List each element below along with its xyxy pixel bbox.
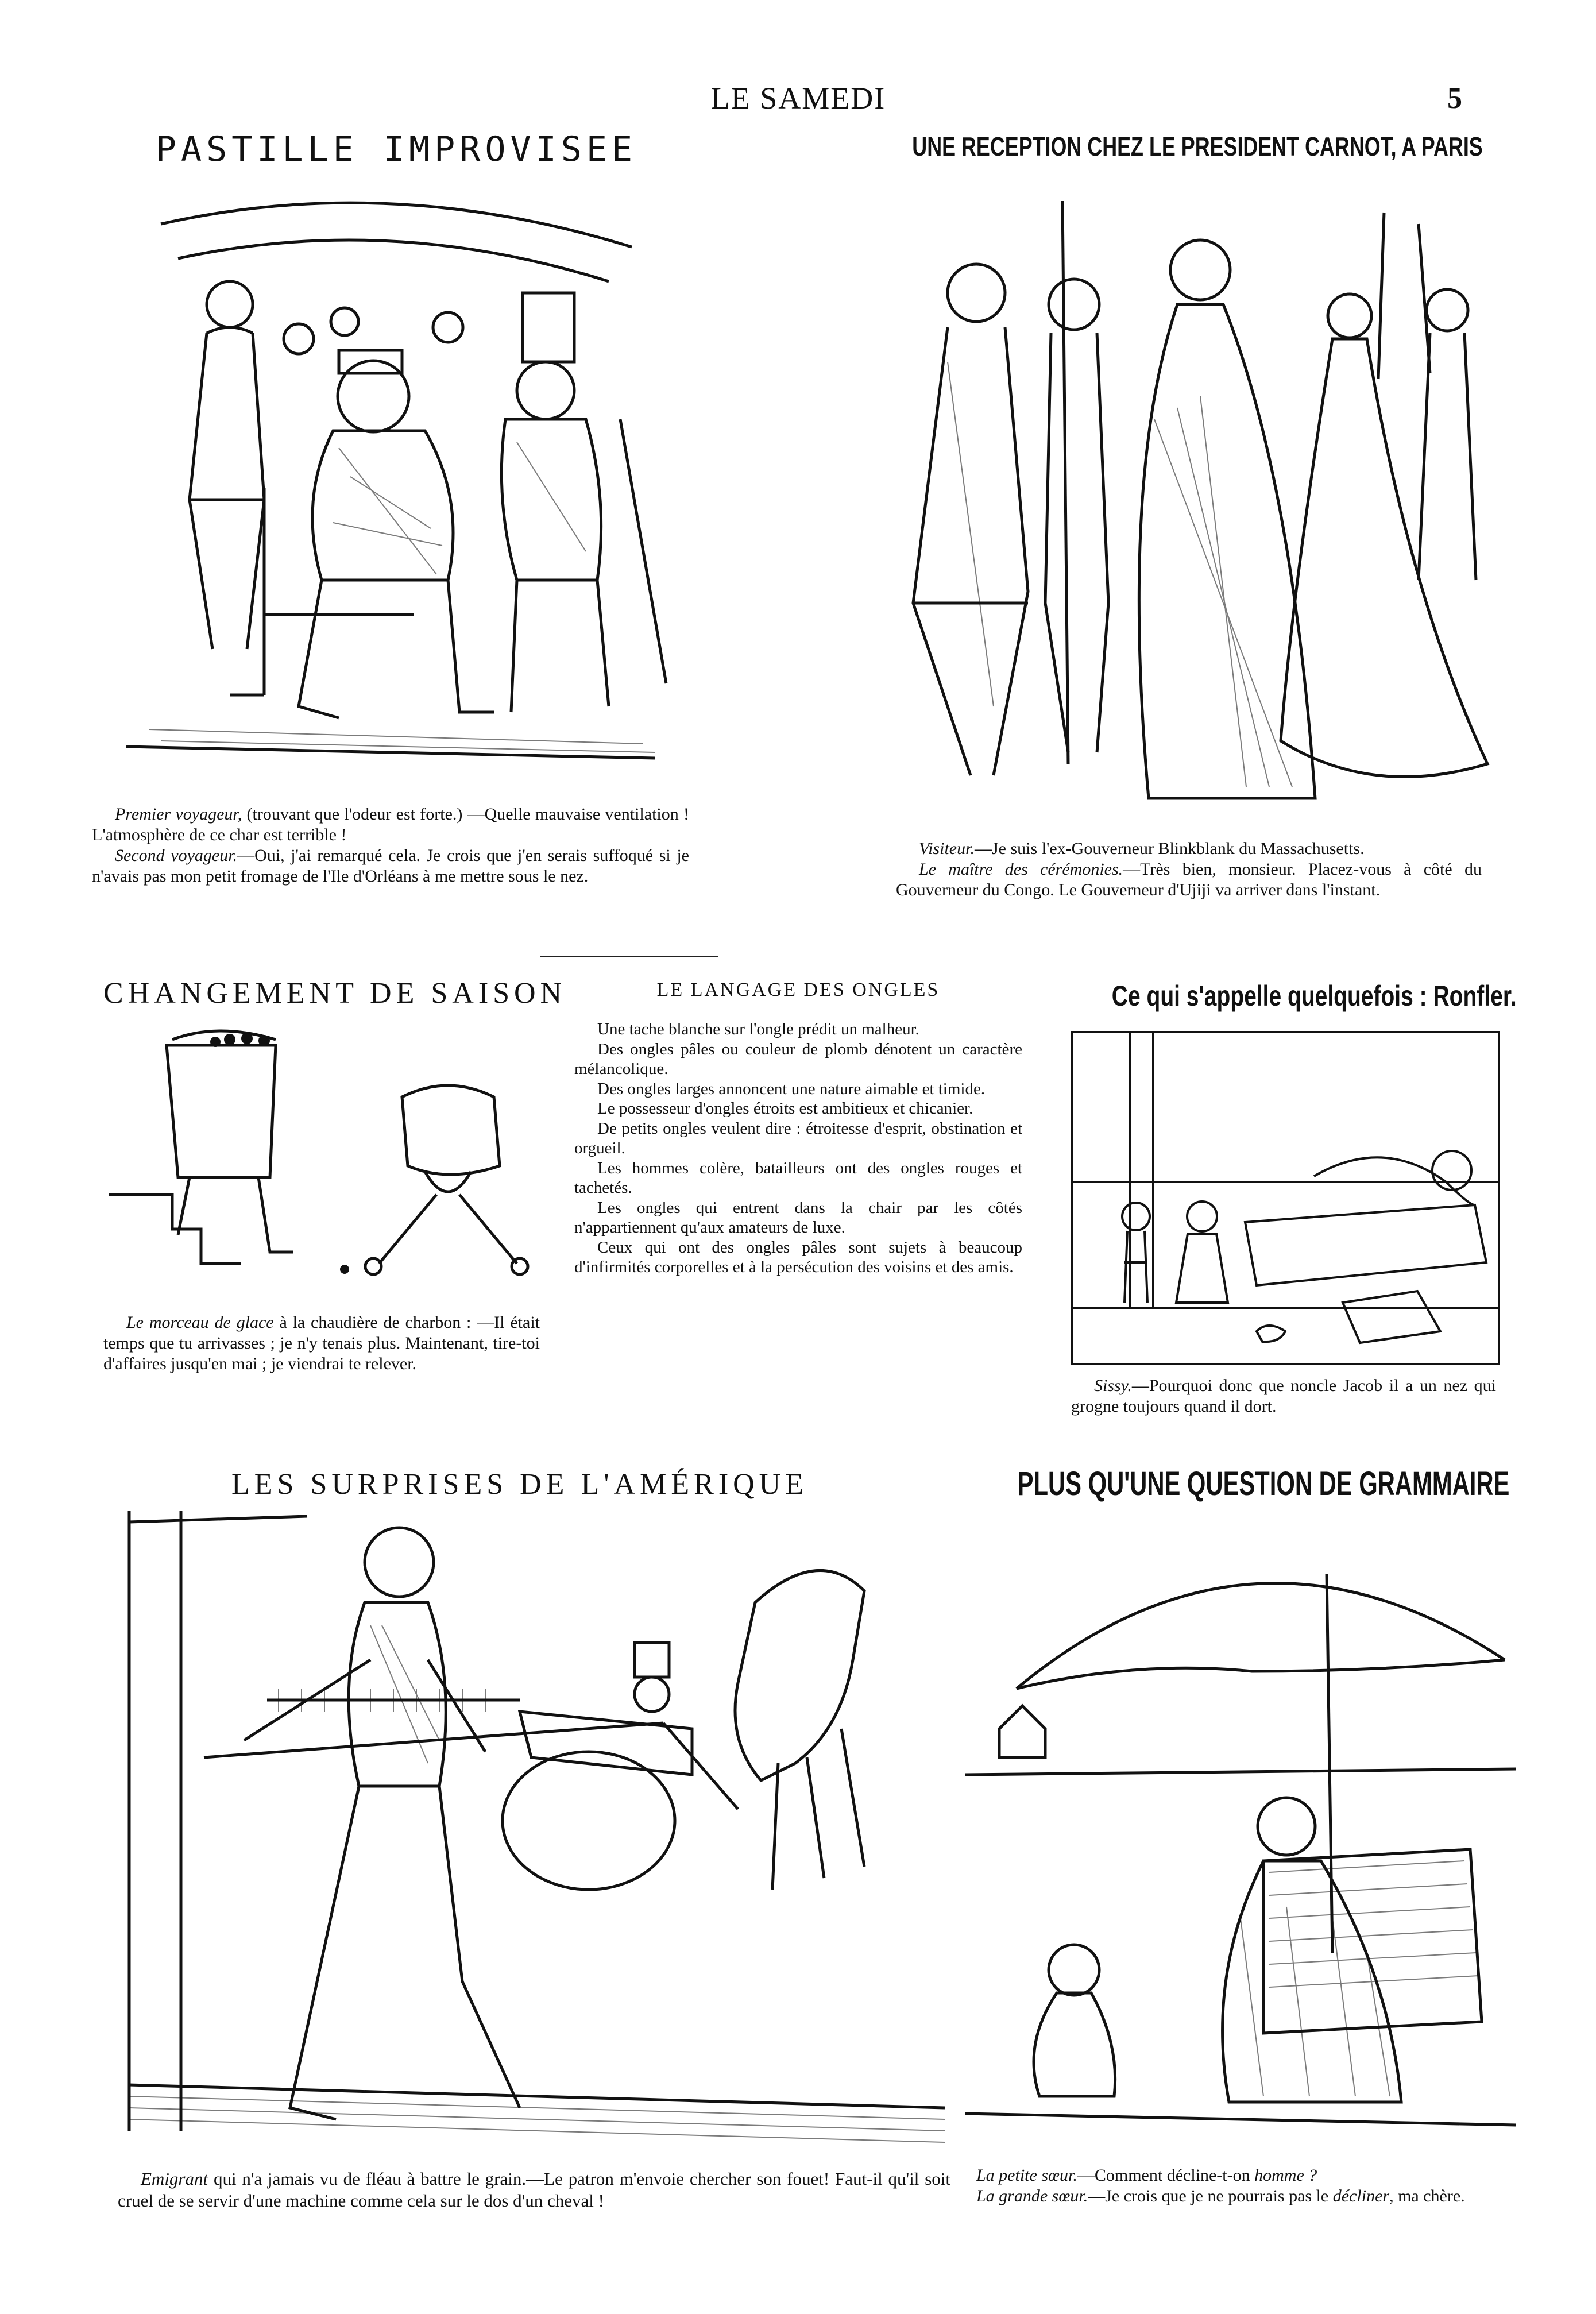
article-paragraph: Une tache blanche sur l'ongle prédit un malheur. [597,1020,919,1038]
cartoon-title-reception: UNE RECEPTION CHEZ LE PRESIDENT CARNOT, A PARIS [912,132,1483,161]
illustration-reception [879,190,1499,821]
dialogue-line: Le maître des cérémonies.—Très bien, monsieur. Placez-vous à côté du Gouverneur du Congo. Le Gouverneur d'Ujiji va arriver dans l'instant. [896,860,1482,899]
dialogue-line: Sissy.—Pourquoi donc que noncle Jacob il a un nez qui grogne toujours quand il dort. [1071,1376,1496,1416]
speaker: Premier voyageur, [115,805,242,824]
caption-amerique [118,2168,950,2212]
article-title-ongles: LE LANGAGE DES ONGLES [656,979,940,1000]
caption-saison [103,1312,540,1374]
article-paragraph: Ceux qui ont des ongles pâles sont sujets à beaucoup d'infirmités corporelles et à la persécution des voisins et des amis. [574,1238,1022,1276]
illustration-sisters-parasol [965,1516,1516,2154]
caption-pastille [92,804,689,887]
cartoon-title-amerique: LES SURPRISES DE L'AMÉRIQUE [231,1468,808,1501]
illustration-ice-and-coal [103,1022,540,1292]
speaker: Emigrant [141,2169,208,2189]
dialogue-line: La grande sœur.—Je crois que je ne pourrais pas le décliner, ma chère. [976,2186,1465,2205]
newspaper-title: LE SAMEDI [710,81,886,115]
caption-reception [896,839,1482,901]
speaker: Second voyageur. [115,846,238,865]
article-paragraph: De petits ongles veulent dire : étroitesse d'esprit, obstination et orgueil. [574,1119,1022,1157]
speaker: Le maître des cérémonies. [919,860,1123,879]
dialogue-line: Le morceau de glace à la chaudière de charbon : —Il était temps que tu arrivasses ; je n'y tenais plus. Maintenant, tire-toi d'affaires jusqu'en mai ; je viendrai te relever. [103,1313,540,1373]
caption-ronfler [1071,1376,1496,1417]
dialogue-line: Second voyageur.—Oui, j'ai remarqué cela. Je crois que j'en serais suffoqué si je n'avais pas mon petit fromage de l'Ile d'Orléans à me mettre sous le nez. [92,846,689,886]
illustration-uncle-sleeping [1071,1031,1500,1365]
speaker: Visiteur. [919,839,975,858]
speaker: La grande sœur. [976,2186,1088,2205]
dialogue-line: Visiteur.—Je suis l'ex-Gouverneur Blinkblank du Massachusetts. [919,839,1365,858]
cartoon-title-grammaire: PLUS QU'UNE QUESTION DE GRAMMAIRE [1017,1465,1510,1502]
cartoon-title-ronfler: Ce qui s'appelle quelquefois : Ronfler. [1111,980,1517,1012]
article-paragraph: Des ongles larges annoncent une nature aimable et timide. [597,1079,986,1098]
illustration-emigrant-flail [118,1511,950,2154]
cartoon-title-saison: CHANGEMENT DE SAISON [103,977,567,1010]
article-paragraph: Le possesseur d'ongles étroits est ambitieux et chicanier. [597,1099,973,1118]
article-paragraph: Des ongles pâles ou couleur de plomb dénotent un caractère mélancolique. [574,1040,1022,1078]
speaker: La petite sœur. [976,2166,1077,2185]
article-paragraph: Les hommes colère, batailleurs ont des ongles rouges et tachetés. [574,1158,1022,1197]
speaker: Sissy. [1094,1376,1132,1395]
dialogue-line: La petite sœur.—Comment décline-t-on homme ? [976,2166,1317,2185]
caption-grammaire [976,2165,1505,2207]
cartoon-title-pastille: PASTILLE IMPROVISEE [155,129,637,169]
article-paragraph: Les ongles qui entrent dans la chair par les côtés n'appartiennent qu'aux amateurs de luxe. [574,1198,1022,1237]
section-divider [540,956,718,957]
dialogue-line: Emigrant qui n'a jamais vu de fléau à battre le grain.—Le patron m'envoie chercher son fouet! Faut-il qu'il soit cruel de se servir d'une machine comme cela sur le dos d'un cheval ! [118,2169,950,2211]
dialogue-line: Premier voyageur, (trouvant que l'odeur est forte.) —Quelle mauvaise ventilation ! L'atmosphère de ce char est terrible ! [92,805,689,844]
illustration-train-passengers [92,178,689,787]
speaker: Le morceau de glace [126,1313,274,1332]
page-number: 5 [1447,82,1462,115]
article-body-ongles [574,1019,1022,1277]
